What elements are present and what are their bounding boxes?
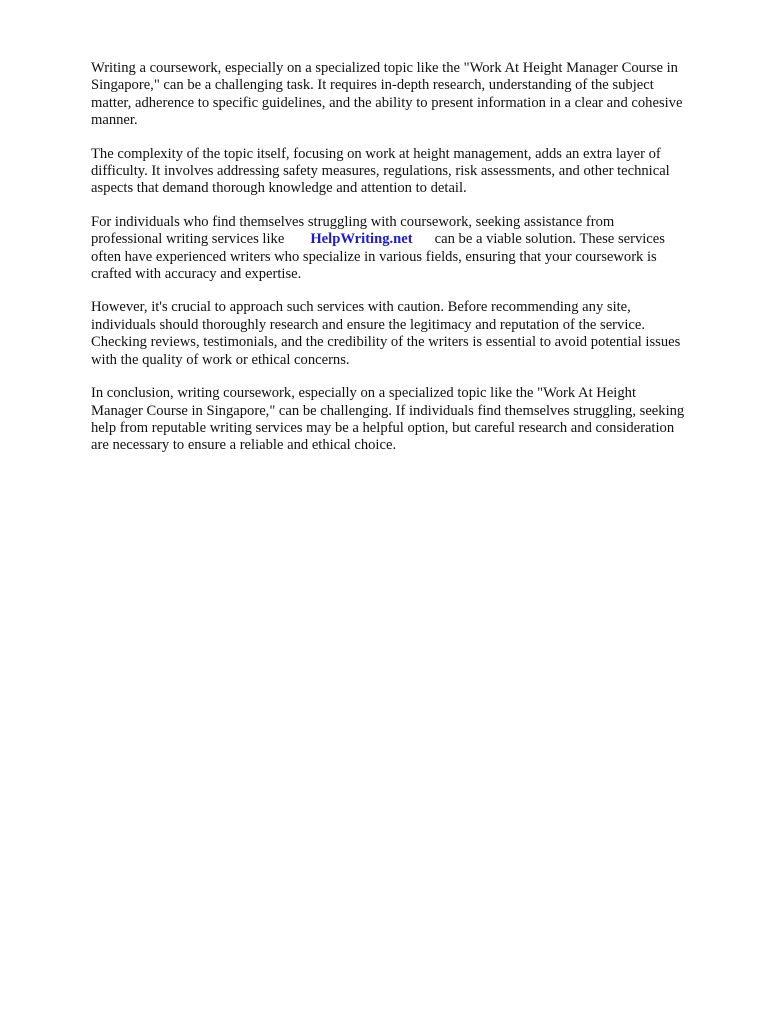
- text-line: crafted with accuracy and expertise.: [91, 266, 302, 283]
- helpwriting-link[interactable]: HelpWriting.net: [310, 231, 413, 248]
- text-line: help from reputable writing services may be a helpful option, but careful research and consideration: [91, 419, 675, 436]
- text-line: with the quality of work or ethical concerns.: [91, 351, 350, 368]
- text-line: Writing a coursework, especially on a specialized topic like the "Work At Height Manager Course in: [91, 60, 678, 76]
- text-segment: can be a viable solution. These services: [434, 231, 665, 248]
- text-segment: professional writing services like: [91, 231, 285, 248]
- text-line: often have experienced writers who specialize in various fields, ensuring that your coursework is: [91, 248, 657, 265]
- text-line: The complexity of the topic itself, focusing on work at height management, adds an extra layer of: [91, 145, 661, 162]
- text-line: manner.: [91, 112, 138, 129]
- text-line: In conclusion, writing coursework, especially on a specialized topic like the "Work At Height: [91, 385, 637, 402]
- paragraph-intro: [91, 60, 731, 130]
- text-line: difficulty. It involves addressing safety measures, regulations, risk assessments, and other technical: [91, 163, 670, 180]
- text-line: For individuals who find themselves struggling with coursework, seeking assistance from: [91, 213, 615, 230]
- text-line-with-link: [91, 231, 731, 248]
- text-line: matter, adherence to specific guidelines, and the ability to present information in a clear and cohesive: [91, 94, 683, 111]
- paragraph-conclusion: [91, 385, 731, 455]
- paragraph-complexity: [91, 146, 731, 198]
- paragraph-assistance: [91, 214, 731, 284]
- text-line: Singapore," can be a challenging task. It requires in-depth research, understanding of the subject: [91, 77, 654, 94]
- text-line: are necessary to ensure a reliable and ethical choice.: [91, 437, 397, 454]
- text-line: Manager Course in Singapore," can be challenging. If individuals find themselves struggling, seeking: [91, 402, 685, 419]
- document-body: [91, 60, 731, 471]
- text-line: However, it's crucial to approach such services with caution. Before recommending any site,: [91, 299, 631, 316]
- text-line: aspects that demand thorough knowledge and attention to detail.: [91, 180, 467, 197]
- text-line: individuals should thoroughly research and ensure the legitimacy and reputation of the service.: [91, 316, 645, 333]
- paragraph-caution: [91, 299, 731, 369]
- text-line: Checking reviews, testimonials, and the credibility of the writers is essential to avoid potential issues: [91, 334, 681, 351]
